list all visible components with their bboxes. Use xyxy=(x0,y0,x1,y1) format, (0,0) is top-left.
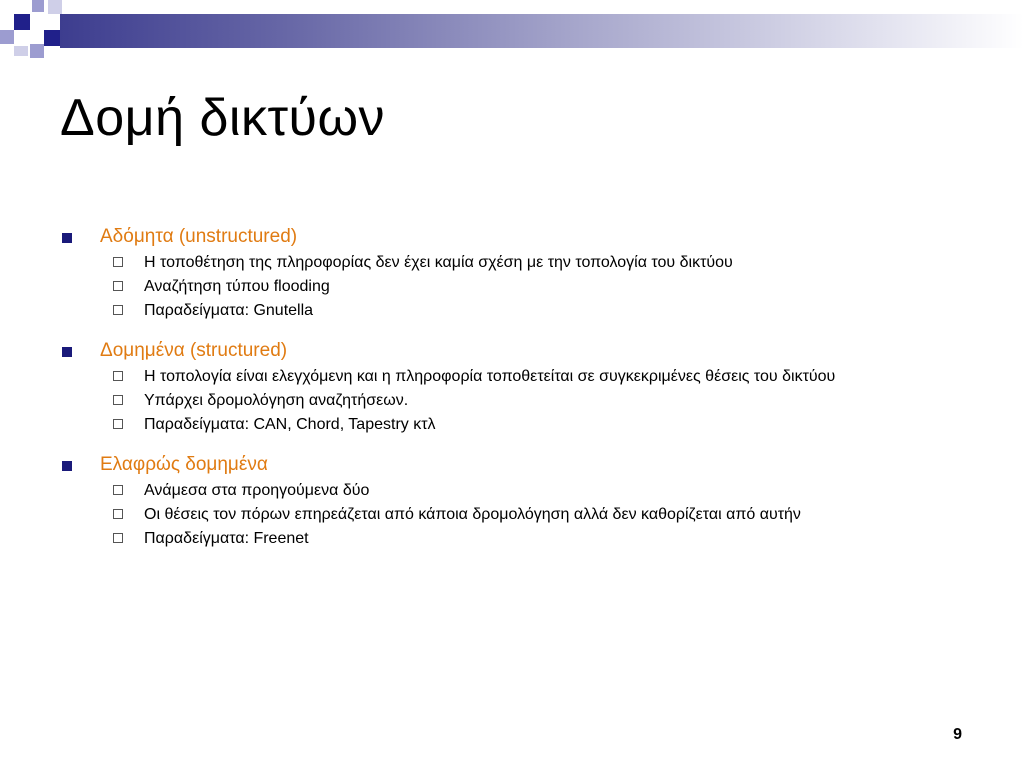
list-item xyxy=(60,415,980,434)
list-item xyxy=(60,481,980,500)
list-item xyxy=(60,301,980,320)
section-heading xyxy=(60,224,980,250)
list-item xyxy=(60,367,980,386)
section-unstructured xyxy=(60,224,980,320)
decor-square-navy xyxy=(44,30,60,46)
decor-square-lavender xyxy=(30,44,44,58)
hollow-square-bullet-icon xyxy=(113,395,123,405)
decor-square-lavender xyxy=(0,30,14,44)
section-heading-text: Δομημένα (structured) xyxy=(100,340,288,361)
square-bullet-icon xyxy=(62,347,72,357)
list-item-text: Ανάμεσα στα προηγούμενα δύο xyxy=(144,482,370,499)
list-item-text: Η τοπολογία είναι ελεγχόμενη και η πληροφορία τοποθετείται σε συγκεκριμένες θέσεις του δικτύου xyxy=(144,368,836,385)
page-number: 9 xyxy=(953,726,962,743)
list-item-text: Αναζήτηση τύπου flooding xyxy=(144,278,330,295)
hollow-square-bullet-icon xyxy=(113,305,123,315)
square-bullet-icon xyxy=(62,461,72,471)
section-heading xyxy=(60,452,980,478)
hollow-square-bullet-icon xyxy=(113,509,123,519)
decor-square-light xyxy=(48,0,62,14)
list-item-text: Οι θέσεις τον πόρων επηρεάζεται από κάποια δρομολόγηση αλλά δεν καθορίζεται από αυτήν xyxy=(144,506,801,523)
list-item-text: Παραδείγματα: CAN, Chord, Tapestry κτλ xyxy=(144,416,436,433)
hollow-square-bullet-icon xyxy=(113,533,123,543)
slide-content xyxy=(60,224,980,566)
section-heading-text: Ελαφρώς δομημένα xyxy=(100,454,268,475)
list-item-text: Παραδείγματα: Freenet xyxy=(144,530,309,547)
list-item xyxy=(60,391,980,410)
hollow-square-bullet-icon xyxy=(113,419,123,429)
decor-square-navy xyxy=(14,14,30,30)
hollow-square-bullet-icon xyxy=(113,485,123,495)
section-semi-structured xyxy=(60,452,980,548)
decor-square-light xyxy=(14,46,28,56)
hollow-square-bullet-icon xyxy=(113,371,123,381)
hollow-square-bullet-icon xyxy=(113,281,123,291)
slide-title: Δομή δικτύων xyxy=(60,89,386,147)
list-item-text: Παραδείγματα: Gnutella xyxy=(144,302,314,319)
hollow-square-bullet-icon xyxy=(113,257,123,267)
section-structured xyxy=(60,338,980,434)
section-heading-text: Αδόμητα (unstructured) xyxy=(100,226,298,247)
decor-square-lavender xyxy=(32,0,44,12)
header-gradient-bar xyxy=(60,14,1024,48)
section-heading xyxy=(60,338,980,364)
list-item xyxy=(60,277,980,296)
list-item-text: Η τοποθέτηση της πληροφορίας δεν έχει καμία σχέση με την τοπολογία του δικτύου xyxy=(144,254,733,271)
list-item xyxy=(60,529,980,548)
list-item-text: Υπάρχει δρομολόγηση αναζητήσεων. xyxy=(144,392,409,409)
list-item xyxy=(60,505,980,524)
list-item xyxy=(60,253,980,272)
square-bullet-icon xyxy=(62,233,72,243)
